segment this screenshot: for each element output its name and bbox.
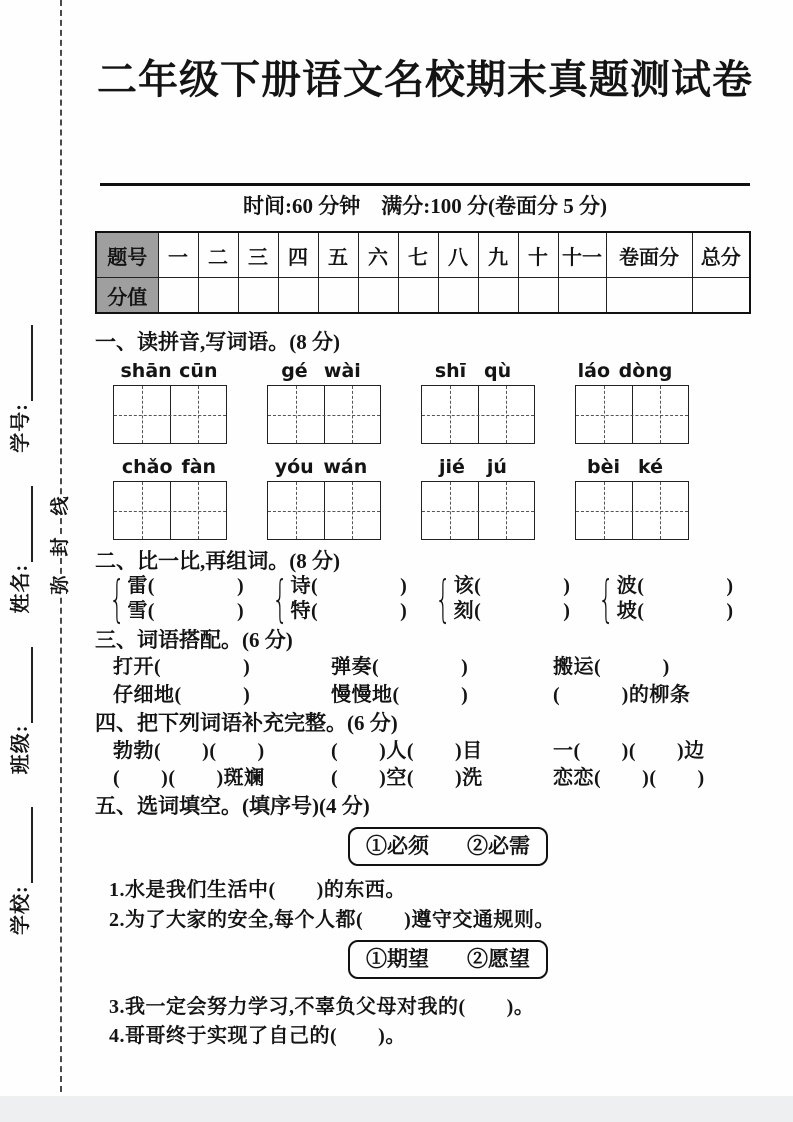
phrase-item: ( )的柳条 (553, 684, 691, 706)
student-field-label: 学校: (9, 885, 32, 935)
score-value-cell (158, 278, 198, 314)
score-table-column-cell: 八 (438, 232, 478, 278)
seal-char-feng: 封 (50, 537, 71, 557)
pinyin-syllable: wán (323, 456, 368, 478)
word-pair-group (109, 570, 245, 628)
idiom-item: ( )人( )目 (331, 740, 483, 762)
phrase-item: 打开( ) (113, 656, 251, 678)
pinyin-syllable: ké (637, 456, 663, 478)
word-pair-bottom: 坡( ) (616, 600, 734, 622)
writing-grid (575, 481, 689, 540)
idiom-item: 一( )( )边 (553, 740, 705, 762)
phrase-item: 仔细地( ) (113, 684, 251, 706)
phrase-row (95, 655, 755, 679)
sentence-item: 3.我一定会努力学习,不辜负父母对我的( )。 (109, 996, 535, 1018)
student-field-blank (13, 807, 33, 883)
pinyin-group (113, 456, 225, 478)
score-value-cell (558, 278, 606, 314)
score-table-column-cell: 总分 (692, 232, 750, 278)
choice-box-1 (348, 827, 548, 866)
pinyin-group (265, 360, 377, 382)
writing-grid (113, 481, 227, 540)
pinyin-group (113, 360, 225, 382)
writing-grid (421, 481, 535, 540)
word-pair-top: 雷( ) (127, 575, 245, 597)
score-table-column-cell: 三 (238, 232, 278, 278)
idiom-item: 勃勃( )( ) (113, 740, 265, 762)
score-table-corner-cell: 分值 (96, 278, 158, 314)
word-pair-bottom: 刻( ) (453, 600, 571, 622)
phrase-item: 弹奏( ) (331, 656, 469, 678)
idiom-item: ( )( )斑斓 (113, 767, 265, 789)
pinyin-group (569, 456, 681, 478)
score-table-column-cell: 二 (198, 232, 238, 278)
sentence-item: 4.哥哥终于实现了自己的( )。 (109, 1025, 406, 1047)
score-table-corner-cell: 题号 (96, 232, 158, 278)
score-value-cell (238, 278, 278, 314)
sentence-item: 2.为了大家的安全,每个人都( )遵守交通规则。 (109, 909, 555, 931)
word-pair-top: 该( ) (453, 575, 571, 597)
title-rule (100, 183, 750, 186)
pinyin-row-2 (95, 456, 755, 478)
writing-grid (267, 481, 381, 540)
idiom-item: ( )空( )洗 (331, 767, 483, 789)
section4-heading: 四、把下列词语补充完整。(6 分) (95, 711, 398, 735)
choice-option: ①必须 (366, 834, 429, 858)
score-table-column-cell: 卷面分 (606, 232, 692, 278)
pinyin-syllable: wài (323, 360, 361, 382)
pinyin-syllable: jú (486, 456, 507, 478)
pinyin-syllable: gé (281, 360, 308, 382)
score-value-cell (358, 278, 398, 314)
score-table-column-cell: 十 (518, 232, 558, 278)
pinyin-group (569, 360, 681, 382)
score-table-column-cell: 十一 (558, 232, 606, 278)
brace: { (598, 570, 615, 628)
score-value-cell (198, 278, 238, 314)
score-value-cell (278, 278, 318, 314)
word-pair-group (435, 570, 571, 628)
pinyin-syllable: shī (434, 360, 467, 382)
student-field-blank (13, 486, 33, 562)
score-table-column-cell: 六 (358, 232, 398, 278)
section3-heading: 三、词语搭配。(6 分) (95, 628, 293, 652)
pinyin-syllable: shān (120, 360, 172, 382)
score-table-column-cell: 一 (158, 232, 198, 278)
word-pair-bottom: 特( ) (290, 600, 408, 622)
section1-heading: 一、读拼音,写词语。(8 分) (95, 330, 340, 354)
score-value-cell (606, 278, 692, 314)
pinyin-syllable: cūn (179, 360, 218, 382)
writing-grid (267, 385, 381, 444)
word-pair-row (95, 570, 755, 628)
score-table (95, 231, 751, 314)
idiom-row (95, 766, 755, 790)
choice-option: ②愿望 (467, 947, 530, 971)
student-info-rail (5, 325, 31, 935)
section2-heading: 二、比一比,再组词。(8 分) (95, 549, 340, 573)
score-value-cell (398, 278, 438, 314)
writing-grid (421, 385, 535, 444)
pinyin-syllable: qù (484, 360, 512, 382)
brace: { (109, 570, 126, 628)
pinyin-syllable: bèi (586, 456, 620, 478)
writing-grid (575, 385, 689, 444)
idiom-item: 恋恋( )( ) (553, 767, 705, 789)
score-value-cell (318, 278, 358, 314)
score-table-header-row (96, 232, 750, 278)
exam-content (95, 40, 755, 1048)
phrase-row (95, 683, 755, 707)
pinyin-syllable: jié (439, 456, 465, 478)
score-table-column-cell: 九 (478, 232, 518, 278)
student-field-label: 姓名: (9, 563, 32, 614)
choice-box-2 (348, 940, 548, 979)
pinyin-group (265, 456, 377, 478)
pinyin-group (417, 456, 529, 478)
page-title: 二年级下册语文名校期末真题测试卷 (97, 57, 753, 102)
word-pair-top: 波( ) (616, 575, 734, 597)
student-field-number (4, 325, 33, 453)
score-table-column-cell: 七 (398, 232, 438, 278)
choice-option: ①期望 (366, 947, 429, 971)
writing-grid-row-1 (95, 385, 755, 444)
idiom-row (95, 739, 755, 763)
page-bottom-scan-band (0, 1096, 793, 1122)
word-pair-group (272, 570, 408, 628)
score-value-cell (518, 278, 558, 314)
student-field-class (4, 647, 33, 775)
phrase-item: 慢慢地( ) (331, 684, 469, 706)
pinyin-row-1 (95, 360, 755, 382)
word-pair-bottom: 雪( ) (127, 600, 245, 622)
seal-char-mi: 弥 (50, 575, 71, 595)
brace: { (272, 570, 289, 628)
pinyin-syllable: yóu (274, 456, 314, 478)
score-table-value-row (96, 278, 750, 314)
pinyin-syllable: láo (577, 360, 610, 382)
pinyin-syllable: dòng (618, 360, 673, 382)
student-field-label: 班级: (9, 724, 32, 775)
student-field-blank (13, 325, 33, 401)
seal-char-xian: 线 (50, 496, 71, 516)
brace: { (435, 570, 452, 628)
student-field-name (4, 486, 33, 614)
section5-heading: 五、选词填空。(填序号)(4 分) (95, 794, 370, 818)
sentence-item: 1.水是我们生活中( )的东西。 (109, 879, 406, 901)
score-value-cell (692, 278, 750, 314)
exam-meta: 时间:60 分钟 满分:100 分(卷面分 5 分) (243, 194, 607, 218)
score-value-cell (478, 278, 518, 314)
pinyin-syllable: fàn (181, 456, 217, 478)
word-pair-group (598, 570, 734, 628)
word-pair-top: 诗( ) (290, 575, 408, 597)
score-value-cell (438, 278, 478, 314)
pinyin-group (417, 360, 529, 382)
writing-grid (113, 385, 227, 444)
score-table-column-cell: 四 (278, 232, 318, 278)
student-field-school (4, 807, 33, 935)
pinyin-syllable: chǎo (121, 456, 173, 478)
score-table-column-cell: 五 (318, 232, 358, 278)
writing-grid-row-2 (95, 481, 755, 540)
choice-option: ②必需 (467, 834, 530, 858)
phrase-item: 搬运( ) (553, 656, 670, 678)
student-field-blank (13, 647, 33, 723)
student-field-label: 学号: (9, 403, 32, 453)
